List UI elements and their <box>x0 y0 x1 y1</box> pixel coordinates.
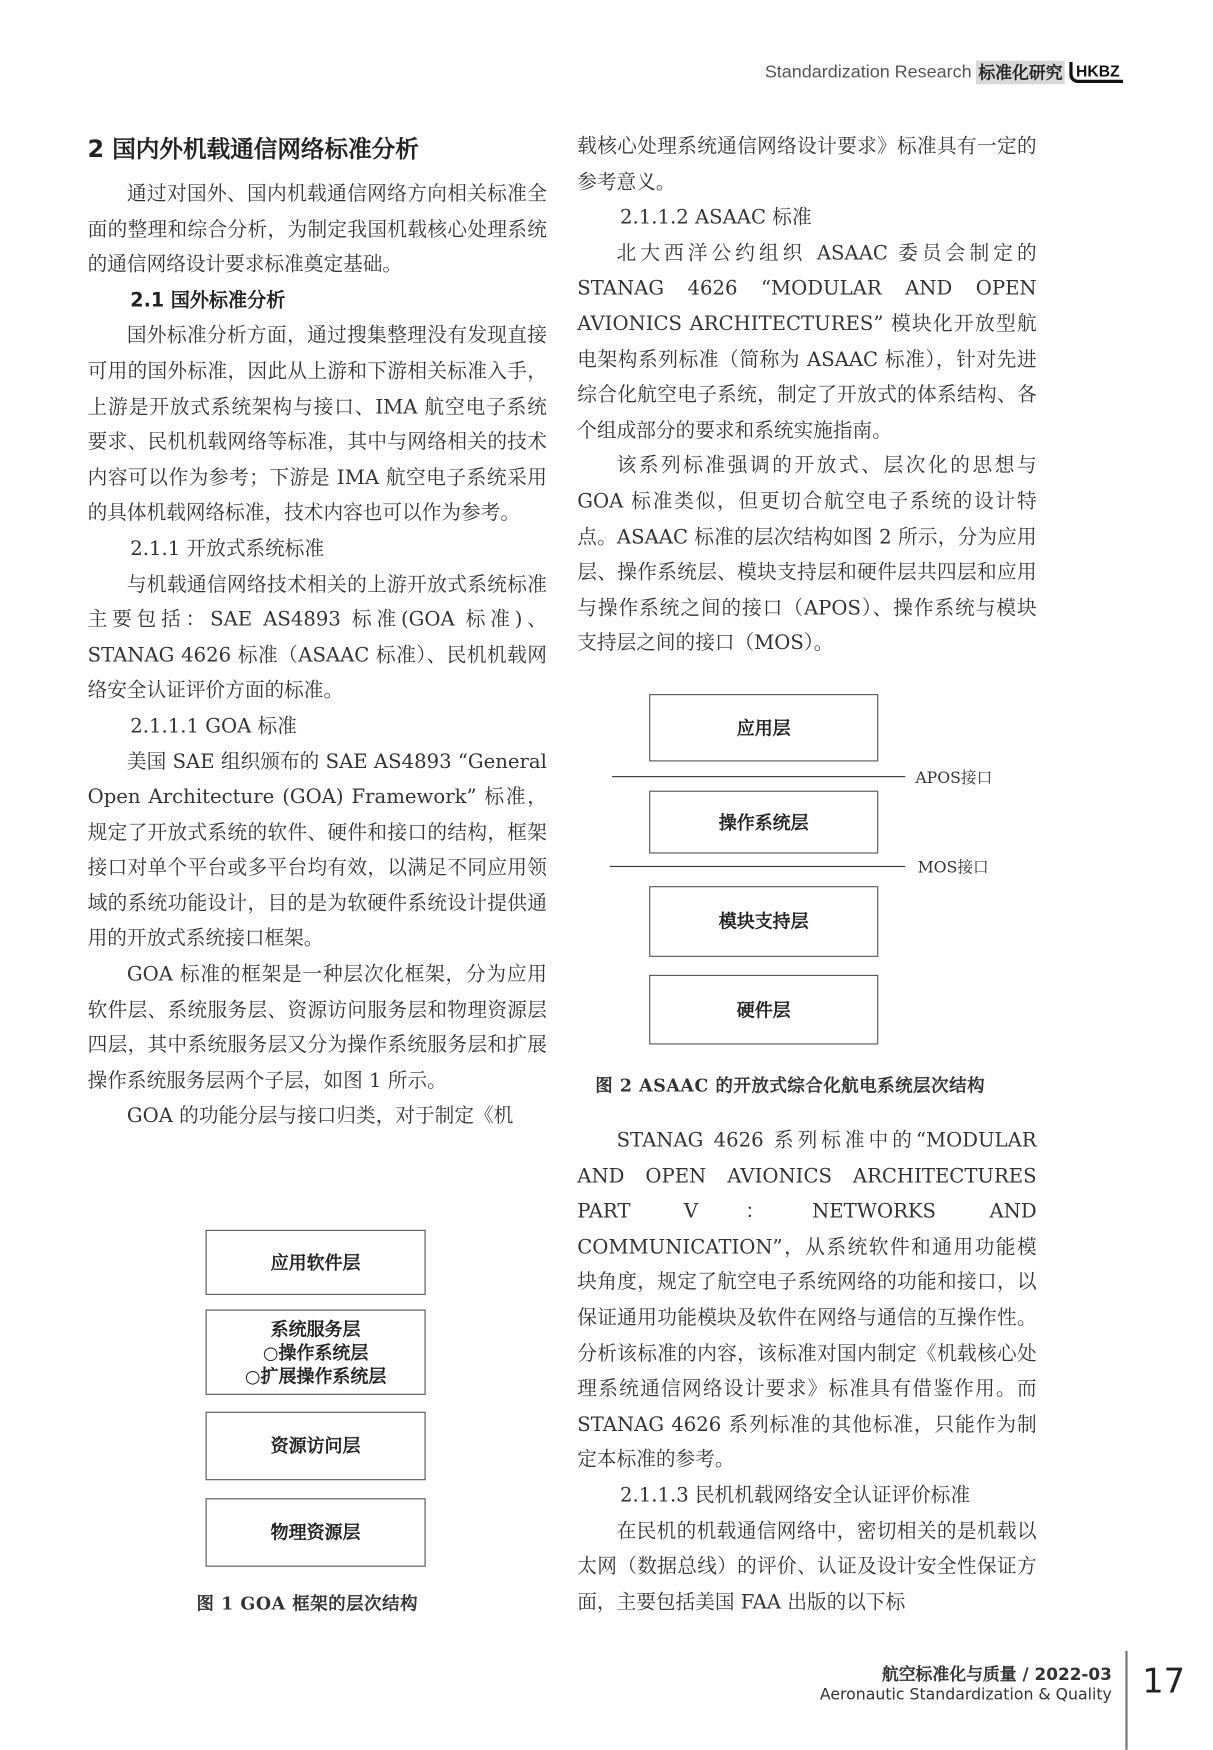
layer-label: 资源访问层 <box>270 1435 361 1457</box>
paragraph: 在民机的机载通信网络中，密切相关的是机载以太网（数据总线）的评价、认证及设计安全性保证方面，主要包括美国 FAA 出版的以下标 <box>577 1520 1037 1614</box>
paragraph: 北大西洋公约组织 ASAAC 委员会制定的 STANAG 4626 “MODULAR AND OPEN AVIONICS ARCHITECTURES” 模块化开放型航电架构系列标准（简称为 ASAAC 标准），针对先进综合化航空电子系统，制定了开放式的体系结构、各个组成部分的要求和系统实施指南。 <box>577 242 1037 443</box>
layer-box <box>649 694 878 761</box>
paragraph: 美国 SAE 组织颁布的 SAE AS4893 “General Open Architecture (GOA) Framework” 标准，规定了开放式系统的软件、硬件和接口的结构，框架接口对单个平台或多平台均有效，以满足不同应用领域的系统功能设计，目的是为软硬件系统设计提供通用的开放式系统接口框架。 <box>87 750 547 951</box>
layer-label: 物理资源层 <box>270 1521 361 1544</box>
subsubsection-heading: 2.1.1.2 ASAAC 标准 <box>619 206 812 230</box>
subsubsection-heading: 2.1.1.3 民机机载网络安全认证评价标准 <box>619 1484 971 1508</box>
layer-label: 系统服务层 <box>270 1317 361 1340</box>
layer-label: 操作系统层 <box>718 811 809 833</box>
journal-cn: 航空标准化与质量 <box>881 1664 1017 1685</box>
layer-box <box>649 886 878 957</box>
paragraph: 通过对国外、国内机载通信网络方向相关标准全面的整理和综合分析，为制定我国机载核心处理系统的通信网络设计要求标准奠定基础。 <box>87 183 547 277</box>
issue: / 2022-03 <box>1022 1664 1112 1685</box>
section-heading: 2 国内外机载通信网络标准分析 <box>87 135 419 163</box>
mos-label: MOS接口 <box>917 859 989 878</box>
layer-label: 硬件层 <box>736 998 791 1021</box>
journal-logo: HKBZ <box>1069 62 1123 83</box>
layer-box <box>649 975 878 1045</box>
figure-caption: 图 2 ASAAC 的开放式综合化航电系统层次结构 <box>595 1074 986 1097</box>
mos-interface-line <box>610 866 905 867</box>
paragraph: 与机载通信网络技术相关的上游开放式系统标准主要包括：SAE AS4893 标准(GOA 标准)、STANAG 4626 标准（ASAAC 标准）、民机机载网络安全认证评价方面的标准。 <box>87 573 547 703</box>
paragraph: STANAG 4626 系列标准中的“MODULAR AND OPEN AVIONICS ARCHITECTURES PART V：NETWORKS AND COMMUNICATION”，从系统软件和通用功能模块角度，规定了航空电子系统网络的功能和接口，以保证通用功能模块及软件在网络与通信的互操作性。分析该标准的内容，该标准对国内制定《机载核心处理系统通信网络设计要求》标准具有借鉴作用。而 STANAG 4626 系列标准的其他标准，只能作为制定本标准的参考。 <box>577 1129 1037 1472</box>
figure-caption: 图 1 GOA 框架的层次结构 <box>196 1592 419 1614</box>
layer-box <box>649 791 878 854</box>
paragraph: 国外标准分析方面，通过搜集整理没有发现直接可用的国外标准，因此从上游和下游相关标准入手，上游是开放式系统架构与接口、IMA 航空电子系统要求、民机机载网络等标准，其中与网络相关的技术内容可以作为参考；下游是 IMA 航空电子系统采用的具体机载网络标准，技术内容也可以作为参考。 <box>87 324 547 525</box>
header-en: Standardization Research <box>764 62 972 82</box>
footer-divider <box>1125 1651 1127 1750</box>
layer-box <box>206 1412 426 1481</box>
paragraph: 该系列标准强调的开放式、层次化的思想与 GOA 标准类似，但更切合航空电子系统的设计特点。ASAAC 标准的层次结构如图 2 所示，分为应用层、操作系统层、模块支持层和硬件层共四层和应用与操作系统之间的接口（APOS）、操作系统与模块支持层之间的接口（MOS）。 <box>577 455 1037 656</box>
layer-box <box>206 1498 426 1567</box>
paragraph: GOA 标准的框架是一种层次化框架，分为应用软件层、系统服务层、资源访问服务层和物理资源层四层，其中系统服务层又分为操作系统服务层和扩展操作系统服务层两个子层，如图 1 所示。 <box>87 963 547 1093</box>
subsubsection-heading: 2.1.1 开放式系统标准 <box>130 537 325 561</box>
layer-label: 应用软件层 <box>270 1251 361 1274</box>
right-column-lower <box>577 1124 1036 1621</box>
footer-journal <box>820 1662 1112 1704</box>
subsection-heading: 2.1 国外标准分析 <box>130 289 286 312</box>
layer-box <box>206 1230 426 1295</box>
paragraph: GOA 的功能分层与接口归类，对于制定《机 <box>126 1105 514 1129</box>
journal-en: Aeronautic Standardization & Quality <box>819 1685 1112 1704</box>
page-number: 17 <box>1142 1662 1186 1702</box>
apos-label: APOS接口 <box>915 769 993 788</box>
paragraph: 载核心处理系统通信网络设计要求》标准具有一定的参考意义。 <box>577 135 1037 194</box>
layer-label: 模块支持层 <box>718 910 809 933</box>
header-cn: 标准化研究 <box>976 61 1065 85</box>
sublayer-label: ○扩展操作系统层 <box>244 1365 387 1387</box>
right-column <box>577 130 1036 662</box>
sublayer-label: ○操作系统层 <box>262 1341 369 1363</box>
layer-box <box>206 1310 426 1395</box>
layer-label: 应用层 <box>736 717 791 739</box>
apos-interface-line <box>612 776 905 777</box>
running-header <box>765 61 1123 85</box>
subsubsection-heading: 2.1.1.1 GOA 标准 <box>130 715 297 738</box>
left-column <box>88 130 547 1135</box>
